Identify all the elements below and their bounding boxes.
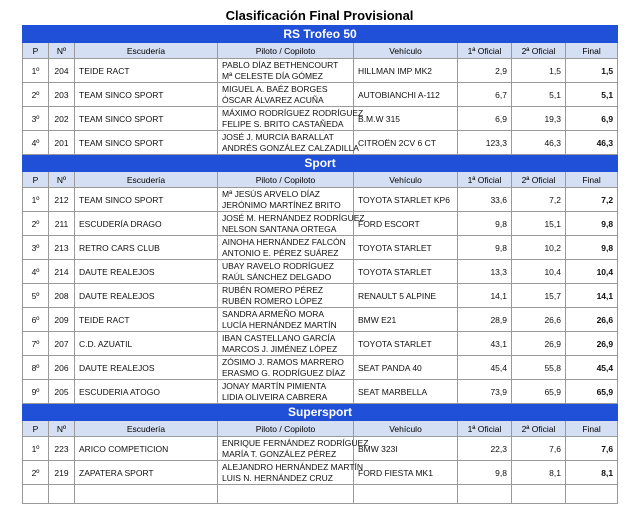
position-cell: 7º <box>23 332 49 356</box>
copilot-name: LUCÍA HERNÁNDEZ MARTÍN <box>222 319 337 330</box>
final-cell: 7,6 <box>566 437 618 461</box>
table-row <box>23 356 618 380</box>
oficial-1-cell: 2,9 <box>458 59 512 83</box>
crew-cell <box>218 107 364 131</box>
crew-cell <box>218 236 354 260</box>
copilot-name: MARÍA T. GONZÁLEZ PÉREZ <box>222 448 337 459</box>
number-cell: 213 <box>49 236 75 260</box>
team-cell: ESCUDERÍA DRAGO <box>75 212 218 236</box>
oficial-1-cell: 123,3 <box>458 131 512 155</box>
oficial-2-cell: 5,1 <box>512 83 566 107</box>
pilot-name: ENRIQUE FERNÁNDEZ RODRÍGUEZ <box>222 438 369 448</box>
oficial-2-cell: 15,1 <box>512 212 566 236</box>
table-row <box>23 188 618 212</box>
number-cell: 202 <box>49 107 75 131</box>
oficial-1-cell: 28,9 <box>458 308 512 332</box>
header-pos: P <box>23 43 49 59</box>
crew-cell <box>218 260 354 284</box>
empty-cell <box>354 485 458 504</box>
vehicle-cell: TOYOTA STARLET <box>354 332 458 356</box>
copilot-name: FELIPE S. BRITO CASTAÑEDA <box>222 118 344 129</box>
number-cell: 223 <box>49 437 75 461</box>
crew-cell <box>218 212 365 236</box>
crew-cell <box>218 83 354 107</box>
header-vehicle: Vehículo <box>354 43 458 59</box>
header-num: Nº <box>49 421 75 437</box>
crew-cell <box>218 437 369 461</box>
crew-cell <box>218 380 354 404</box>
copilot-name: LUIS N. HERNÁNDEZ CRUZ <box>222 472 333 483</box>
oficial-2-cell: 1,5 <box>512 59 566 83</box>
pilot-name: Mª JESÚS ARVELO DÍAZ <box>222 189 320 199</box>
position-cell: 3º <box>23 236 49 260</box>
oficial-1-cell: 9,8 <box>458 461 512 485</box>
oficial-2-cell: 26,9 <box>512 332 566 356</box>
team-cell: TEIDE RACT <box>75 59 218 83</box>
team-cell: RETRO CARS CLUB <box>75 236 218 260</box>
vehicle-cell: TOYOTA STARLET <box>354 236 458 260</box>
header-vehicle: Vehículo <box>354 172 458 188</box>
header-oficial-2: 2ª Oficial <box>512 421 566 437</box>
number-cell: 212 <box>49 188 75 212</box>
oficial-1-cell: 6,7 <box>458 83 512 107</box>
number-cell: 204 <box>49 59 75 83</box>
team-cell: TEIDE RACT <box>75 308 218 332</box>
page-title: Clasificación Final Provisional <box>225 8 414 23</box>
team-cell: TEAM SINCO SPORT <box>75 107 218 131</box>
final-cell: 1,5 <box>566 59 618 83</box>
section-title: RS Trofeo 50 <box>23 26 618 43</box>
position-cell: 1º <box>23 188 49 212</box>
header-final: Final <box>566 421 618 437</box>
team-cell: DAUTE REALEJOS <box>75 284 218 308</box>
table-row <box>23 380 618 404</box>
oficial-2-cell: 46,3 <box>512 131 566 155</box>
crew-cell <box>218 461 364 485</box>
vehicle-cell: FORD ESCORT <box>354 212 458 236</box>
pilot-name: RUBÉN ROMERO PÉREZ <box>222 285 324 295</box>
oficial-1-cell: 22,3 <box>458 437 512 461</box>
header-final: Final <box>566 172 618 188</box>
position-cell: 1º <box>23 59 49 83</box>
empty-cell <box>75 485 218 504</box>
header-oficial-1: 1ª Oficial <box>458 421 512 437</box>
number-cell: 214 <box>49 260 75 284</box>
table-row <box>23 107 618 131</box>
header-oficial-2: 2ª Oficial <box>512 43 566 59</box>
vehicle-cell: CITROËN 2CV 6 CT <box>354 131 458 155</box>
final-cell: 9,8 <box>566 236 618 260</box>
pilot-name: MÁXIMO RODRÍGUEZ RODRÍGUEZ <box>222 108 364 118</box>
pilot-name: ZÓSIMO J. RAMOS MARRERO <box>222 357 344 367</box>
team-cell: C.D. AZUATIL <box>75 332 218 356</box>
table-row <box>23 59 618 83</box>
copilot-name: ANTONIO E. PÉREZ SUÁREZ <box>222 247 339 258</box>
empty-cell <box>566 485 618 504</box>
table-row <box>23 437 618 461</box>
oficial-2-cell: 26,6 <box>512 308 566 332</box>
pilot-name: MIGUEL A. BAÉZ BORGES <box>222 84 328 94</box>
table-row <box>23 308 618 332</box>
header-num: Nº <box>49 172 75 188</box>
final-cell: 14,1 <box>566 284 618 308</box>
oficial-2-cell: 10,2 <box>512 236 566 260</box>
header-oficial-2: 2ª Oficial <box>512 172 566 188</box>
final-cell: 5,1 <box>566 83 618 107</box>
section-header <box>23 155 618 172</box>
position-cell: 4º <box>23 131 49 155</box>
team-cell: ESCUDERIA ATOGO <box>75 380 218 404</box>
position-cell: 9º <box>23 380 49 404</box>
final-cell: 10,4 <box>566 260 618 284</box>
oficial-1-cell: 13,3 <box>458 260 512 284</box>
team-cell: ZAPATERA SPORT <box>75 461 218 485</box>
copilot-name: MARCOS J. JIMÉNEZ LÓPEZ <box>222 343 338 354</box>
copilot-name: JERÓNIMO MARTÍNEZ BRITO <box>222 199 341 210</box>
header-vehicle: Vehículo <box>354 421 458 437</box>
final-cell: 9,8 <box>566 212 618 236</box>
team-cell: DAUTE REALEJOS <box>75 260 218 284</box>
column-header-row <box>23 421 618 437</box>
number-cell: 201 <box>49 131 75 155</box>
vehicle-cell: SEAT PANDA 40 <box>354 356 458 380</box>
crew-cell <box>218 284 354 308</box>
copilot-name: ÓSCAR ÁLVAREZ ACUÑA <box>222 94 324 105</box>
header-pilot: Piloto / Copiloto <box>218 43 354 59</box>
pilot-name: UBAY RAVELO RODRÍGUEZ <box>222 261 334 271</box>
copilot-name: NELSON SANTANA ORTEGA <box>222 223 337 234</box>
oficial-2-cell: 15,7 <box>512 284 566 308</box>
oficial-1-cell: 33,6 <box>458 188 512 212</box>
empty-cell <box>23 485 49 504</box>
pilot-name: AINOHA HERNÁNDEZ FALCÓN <box>222 237 346 247</box>
empty-cell <box>512 485 566 504</box>
oficial-2-cell: 8,1 <box>512 461 566 485</box>
copilot-name: ERASMO G. RODRÍGUEZ DÍAZ <box>222 367 346 378</box>
pilot-name: PABLO DÍAZ BETHENCOURT <box>222 60 339 70</box>
number-cell: 209 <box>49 308 75 332</box>
vehicle-cell: BMW E21 <box>354 308 458 332</box>
crew-cell <box>218 188 354 212</box>
vehicle-cell: RENAULT 5 ALPINE <box>354 284 458 308</box>
position-cell: 4º <box>23 260 49 284</box>
column-header-row <box>23 172 618 188</box>
copilot-name: ANDRÉS GONZÁLEZ CALZADILLA <box>222 142 359 153</box>
copilot-name: LIDIA OLIVEIRA CABRERA <box>222 391 328 402</box>
vehicle-cell: FORD FIESTA MK1 <box>354 461 458 485</box>
oficial-2-cell: 10,4 <box>512 260 566 284</box>
position-cell: 3º <box>23 107 49 131</box>
section-header <box>23 26 618 43</box>
team-cell: TEAM SINCO SPORT <box>75 131 218 155</box>
pilot-name: IBAN CASTELLANO GARCÍA <box>222 333 336 343</box>
team-cell: DAUTE REALEJOS <box>75 356 218 380</box>
vehicle-cell: BMW 323I <box>354 437 458 461</box>
pilot-name: JOSÉ M. HERNÁNDEZ RODRÍGUEZ <box>222 213 365 223</box>
number-cell: 205 <box>49 380 75 404</box>
vehicle-cell: SEAT MARBELLA <box>354 380 458 404</box>
results-table <box>22 25 618 504</box>
final-cell: 8,1 <box>566 461 618 485</box>
table-row <box>23 236 618 260</box>
oficial-1-cell: 43,1 <box>458 332 512 356</box>
final-cell: 65,9 <box>566 380 618 404</box>
final-cell: 6,9 <box>566 107 618 131</box>
number-cell: 203 <box>49 83 75 107</box>
empty-cell <box>458 485 512 504</box>
final-cell: 46,3 <box>566 131 618 155</box>
vehicle-cell: AUTOBIANCHI A-112 <box>354 83 458 107</box>
oficial-1-cell: 9,8 <box>458 212 512 236</box>
oficial-1-cell: 9,8 <box>458 236 512 260</box>
crew-cell <box>218 332 354 356</box>
pilot-name: SANDRA ARMEÑO MORA <box>222 309 325 319</box>
header-final: Final <box>566 43 618 59</box>
position-cell: 1º <box>23 437 49 461</box>
oficial-1-cell: 45,4 <box>458 356 512 380</box>
team-cell: TEAM SINCO SPORT <box>75 188 218 212</box>
section-title: Supersport <box>23 404 618 421</box>
empty-cell <box>49 485 75 504</box>
header-pos: P <box>23 172 49 188</box>
crew-cell <box>218 308 354 332</box>
oficial-1-cell: 73,9 <box>458 380 512 404</box>
header-num: Nº <box>49 43 75 59</box>
copilot-name: RUBÉN ROMERO LÓPEZ <box>222 295 323 306</box>
vehicle-cell: TOYOTA STARLET <box>354 260 458 284</box>
team-cell: TEAM SINCO SPORT <box>75 83 218 107</box>
number-cell: 206 <box>49 356 75 380</box>
position-cell: 8º <box>23 356 49 380</box>
copilot-name: RAÚL SÁNCHEZ DELGADO <box>222 271 332 282</box>
header-team: Escudería <box>75 421 218 437</box>
final-cell: 7,2 <box>566 188 618 212</box>
vehicle-cell: B.M.W 315 <box>354 107 458 131</box>
table-row <box>23 212 618 236</box>
oficial-2-cell: 19,3 <box>512 107 566 131</box>
position-cell: 2º <box>23 461 49 485</box>
final-cell: 26,6 <box>566 308 618 332</box>
table-row <box>23 260 618 284</box>
crew-cell <box>218 131 359 155</box>
section-title: Sport <box>23 155 618 172</box>
section-header <box>23 404 618 421</box>
pilot-name: ALEJANDRO HERNÁNDEZ MARTÍN <box>222 462 364 472</box>
number-cell: 208 <box>49 284 75 308</box>
vehicle-cell: HILLMAN IMP MK2 <box>354 59 458 83</box>
number-cell: 207 <box>49 332 75 356</box>
final-cell: 45,4 <box>566 356 618 380</box>
position-cell: 5º <box>23 284 49 308</box>
header-pos: P <box>23 421 49 437</box>
table-row <box>23 131 618 155</box>
crew-cell <box>218 59 354 83</box>
vehicle-cell: TOYOTA STARLET KP6 <box>354 188 458 212</box>
position-cell: 2º <box>23 212 49 236</box>
table-row <box>23 332 618 356</box>
final-cell: 26,9 <box>566 332 618 356</box>
oficial-2-cell: 7,6 <box>512 437 566 461</box>
column-header-row <box>23 43 618 59</box>
team-cell: ARICO COMPETICION <box>75 437 218 461</box>
number-cell: 211 <box>49 212 75 236</box>
oficial-1-cell: 6,9 <box>458 107 512 131</box>
header-pilot: Piloto / Copiloto <box>218 172 354 188</box>
oficial-1-cell: 14,1 <box>458 284 512 308</box>
header-team: Escudería <box>75 172 218 188</box>
table-row <box>23 284 618 308</box>
header-oficial-1: 1ª Oficial <box>458 43 512 59</box>
copilot-name: Mª CELESTE DÍA GÓMEZ <box>222 70 323 81</box>
oficial-2-cell: 65,9 <box>512 380 566 404</box>
oficial-2-cell: 55,8 <box>512 356 566 380</box>
header-pilot: Piloto / Copiloto <box>218 421 354 437</box>
oficial-2-cell: 7,2 <box>512 188 566 212</box>
position-cell: 2º <box>23 83 49 107</box>
empty-cell <box>218 485 354 504</box>
table-row <box>23 461 618 485</box>
header-oficial-1: 1ª Oficial <box>458 172 512 188</box>
table-row-cutoff <box>23 485 618 504</box>
pilot-name: JOSÉ J. MURCIA BARALLAT <box>222 132 334 142</box>
header-team: Escudería <box>75 43 218 59</box>
table-row <box>23 83 618 107</box>
number-cell: 219 <box>49 461 75 485</box>
position-cell: 6º <box>23 308 49 332</box>
pilot-name: JONAY MARTÍN PIMIENTA <box>222 381 327 391</box>
crew-cell <box>218 356 354 380</box>
